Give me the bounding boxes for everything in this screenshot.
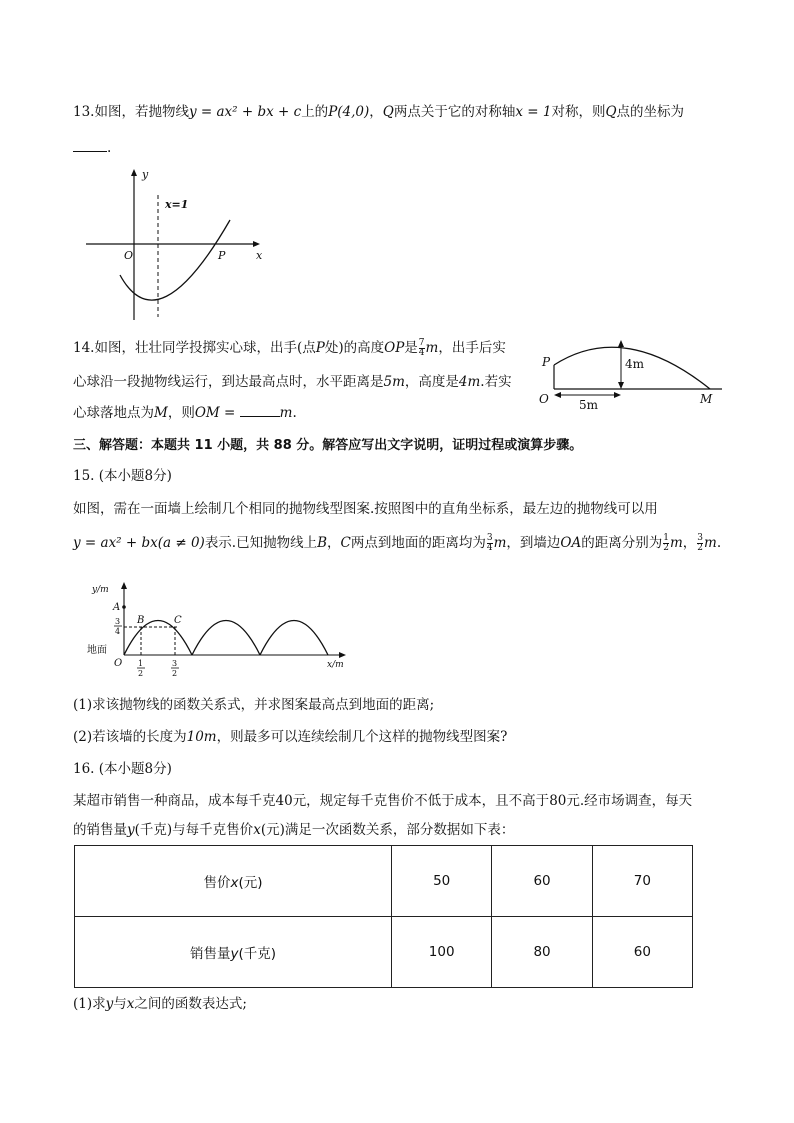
q16-header: 16. (本小题8分) (73, 761, 172, 777)
distance-arrow-left (554, 392, 561, 398)
a-label: A (113, 602, 121, 613)
table-cell: 60 (592, 917, 692, 988)
figure-13-parabola (80, 165, 265, 325)
answer-blank (73, 151, 107, 152)
point-m-label: M (700, 392, 713, 406)
arch-2 (192, 621, 260, 656)
x-axis-arrow (253, 241, 260, 247)
point-p-label: P (542, 355, 551, 369)
q15-sub2: (2)若该墙的长度为10m，则最多可以连续绘制几个这样的抛物线型图案? (73, 729, 508, 745)
figure-15-arches (84, 578, 354, 678)
fraction-7-4: $\frac{7}{4}$ (418, 338, 425, 358)
b-label: B (137, 615, 145, 626)
q15-line2: y = ax² + bx(a ≠ 0)表示.已知抛物线上B，C两点到地面的距离均为 $\frac{3}{4}$ m，到墙边OA的距离分别为 $\frac{1}{2}$ m， $\frac{3}{2}$ m. (73, 533, 722, 553)
distance-label: 5m (579, 398, 599, 412)
origin-label: O (539, 392, 549, 406)
point-a (122, 605, 126, 609)
axis-label: x=1 (165, 198, 189, 211)
table-row (75, 846, 693, 917)
x1-tick-den: 2 (138, 669, 144, 678)
origin-label: O (114, 658, 123, 669)
table-cell: 70 (592, 846, 692, 917)
q14-line1: 14.如图，壮壮同学投掷实心球，出手(点P处)的高度OP是 $\frac{7}{4}$ m，出手后实 (73, 338, 506, 358)
ground-label: 地面 (87, 645, 107, 656)
q16-line1: 某超市销售一种商品，成本每千克40元，规定每千克售价不低于成本，且不高于80元.经市场调查，每天 (73, 793, 693, 809)
y-tick-num: 3 (115, 617, 121, 626)
price-sales-table (74, 845, 693, 988)
q16-line2: 的销售量y(千克)与每千克售价x(元)满足一次函数关系，部分数据如下表： (73, 822, 515, 838)
table-row (75, 917, 693, 988)
table-cell: 100 (391, 917, 491, 988)
table-cell: 50 (391, 846, 491, 917)
figure-14-throw (534, 330, 729, 412)
x-label: x/m (327, 660, 344, 670)
x2-tick-num: 3 (172, 659, 178, 668)
q15-sub1: (1)求该抛物线的函数关系式，并求图案最高点到地面的距离; (73, 697, 435, 713)
parabola-curve (120, 220, 230, 300)
point-p-label: P (218, 249, 226, 262)
y-axis-arrow (121, 582, 127, 589)
arch-1 (124, 621, 192, 656)
y-label: y/m (92, 585, 109, 595)
q15-line1: 如图，需在一面墙上绘制几个相同的抛物线型图案.按照图中的直角坐标系，最左边的抛物线可以用 (73, 501, 658, 517)
y-axis-arrow (131, 169, 137, 176)
y-tick-den: 4 (115, 627, 121, 636)
answer-blank (240, 416, 280, 417)
row-header-price: 售价x(元) (75, 846, 392, 917)
row-header-sales: 销售量y(千克) (75, 917, 392, 988)
height-label: 4m (625, 357, 645, 371)
distance-arrow-right (614, 392, 621, 398)
x-label: x (256, 249, 263, 262)
x2-tick-den: 2 (172, 669, 178, 678)
q16-sub1: (1)求y与x之间的函数表达式; (73, 996, 247, 1012)
q14-line3: 心球落地点为M，则OM = m. (73, 405, 297, 421)
x-axis-arrow (339, 652, 346, 658)
height-arrow-bottom (618, 382, 624, 389)
height-arrow-top (618, 340, 624, 347)
q15-header: 15. (本小题8分) (73, 468, 172, 484)
q13-answer-line: . (73, 138, 111, 158)
table-cell: 80 (492, 917, 592, 988)
y-label: y (142, 168, 149, 181)
c-label: C (174, 615, 182, 626)
q13-text: 13.如图，若抛物线y = ax² + bx + c上的P(4,0)，Q两点关于它的对称轴x = 1对称，则Q点的坐标为 (73, 104, 685, 120)
x1-tick-num: 1 (138, 659, 144, 668)
q14-line2: 心球沿一段抛物线运行，到达最高点时，水平距离是5m，高度是4m.若实 (73, 374, 512, 390)
origin-label: O (124, 249, 134, 262)
table-cell: 60 (492, 846, 592, 917)
arch-3 (260, 621, 328, 656)
section-3-heading: 三、解答题：本题共 11 小题，共 88 分。解答应写出文字说明，证明过程或演算步骤。 (73, 438, 583, 453)
